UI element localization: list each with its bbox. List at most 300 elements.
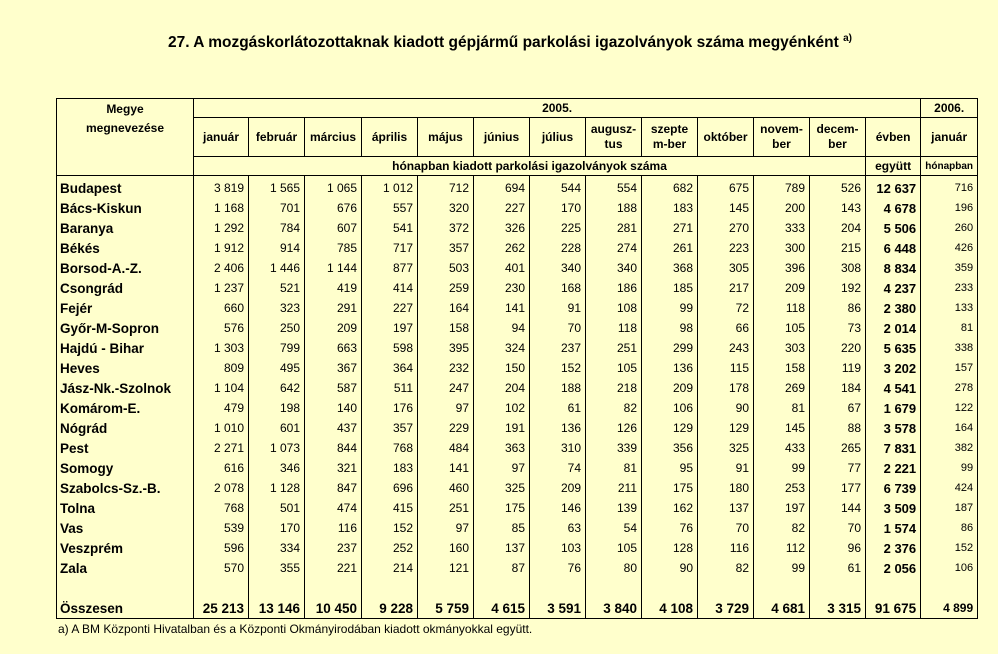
month-value: 197 (362, 318, 418, 338)
month-value: 253 (754, 478, 810, 498)
month-value: 106 (642, 398, 698, 418)
month-value: 145 (698, 198, 754, 218)
month-value: 694 (474, 176, 530, 199)
month-value: 90 (642, 558, 698, 578)
month-value: 144 (810, 498, 866, 518)
month-value: 119 (810, 358, 866, 378)
month-value: 143 (810, 198, 866, 218)
month-value: 232 (418, 358, 474, 378)
month-value: 220 (810, 338, 866, 358)
month-value: 1 303 (194, 338, 249, 358)
month-value: 1 128 (249, 478, 305, 498)
month-value: 1 073 (249, 438, 305, 458)
month-value: 696 (362, 478, 418, 498)
month-value: 363 (474, 438, 530, 458)
county-name: Somogy (57, 458, 194, 478)
table-row (57, 538, 978, 558)
month-value: 204 (810, 218, 866, 238)
month-value: 183 (642, 198, 698, 218)
month-value: 682 (642, 176, 698, 199)
month-value: 80 (586, 558, 642, 578)
jan-2006-value: 338 (921, 338, 978, 358)
month-value: 25 213 (194, 598, 249, 619)
jan-2006-value: 359 (921, 258, 978, 278)
month-value: 251 (418, 498, 474, 518)
month-value: 340 (586, 258, 642, 278)
month-value: 94 (474, 318, 530, 338)
month-value: 129 (642, 418, 698, 438)
month-value: 554 (586, 176, 642, 199)
month-value: 3 729 (698, 598, 754, 619)
year-total: 6 448 (866, 238, 921, 258)
spacer-cell (249, 578, 305, 598)
month-value: 305 (698, 258, 754, 278)
month-value: 215 (810, 238, 866, 258)
month-value: 116 (698, 538, 754, 558)
month-value: 809 (194, 358, 249, 378)
table-row (57, 418, 978, 438)
month-value: 97 (418, 398, 474, 418)
month-value: 67 (810, 398, 866, 418)
month-value: 675 (698, 176, 754, 199)
month-value: 175 (474, 498, 530, 518)
month-value: 712 (418, 176, 474, 199)
table-row (57, 176, 978, 199)
month-value: 357 (418, 238, 474, 258)
year-total: 5 635 (866, 338, 921, 358)
month-value: 914 (249, 238, 305, 258)
month-value: 88 (810, 418, 866, 438)
month-value: 77 (810, 458, 866, 478)
month-value: 511 (362, 378, 418, 398)
jan-2006-value: 133 (921, 298, 978, 318)
jan-2006-value: 152 (921, 538, 978, 558)
county-name: Győr-M-Sopron (57, 318, 194, 338)
month-value: 303 (754, 338, 810, 358)
month-value: 299 (642, 338, 698, 358)
year-total: 12 637 (866, 176, 921, 199)
month-value: 484 (418, 438, 474, 458)
month-value: 1 065 (305, 176, 362, 199)
month-value: 340 (530, 258, 586, 278)
month-value: 323 (249, 298, 305, 318)
month-value: 136 (642, 358, 698, 378)
month-value: 598 (362, 338, 418, 358)
table-row (57, 498, 978, 518)
month-value: 414 (362, 278, 418, 298)
month-value: 259 (418, 278, 474, 298)
month-value: 243 (698, 338, 754, 358)
month-header-4: április (362, 118, 418, 157)
month-value: 495 (249, 358, 305, 378)
month-value: 118 (586, 318, 642, 338)
month-value: 607 (305, 218, 362, 238)
table-row (57, 438, 978, 458)
month-value: 137 (698, 498, 754, 518)
spacer-cell (362, 578, 418, 598)
honapban-header: hónapban (921, 157, 978, 176)
month-value: 474 (305, 498, 362, 518)
month-value: 214 (362, 558, 418, 578)
county-name: Zala (57, 558, 194, 578)
year-total: 91 675 (866, 598, 921, 619)
month-value: 364 (362, 358, 418, 378)
totals-row (57, 598, 978, 619)
month-value: 4 615 (474, 598, 530, 619)
county-header (57, 99, 194, 176)
month-header-11: novem-ber (754, 118, 810, 157)
month-value: 96 (810, 538, 866, 558)
table-row (57, 218, 978, 238)
month-value: 2 406 (194, 258, 249, 278)
month-value: 185 (642, 278, 698, 298)
month-value: 81 (586, 458, 642, 478)
month-value: 221 (305, 558, 362, 578)
month-value: 73 (810, 318, 866, 338)
month-value: 415 (362, 498, 418, 518)
month-value: 433 (754, 438, 810, 458)
month-value: 90 (698, 398, 754, 418)
year-total: 5 506 (866, 218, 921, 238)
table-row (57, 338, 978, 358)
subheader: hónapban kiadott parkolási igazolványok száma (194, 157, 866, 176)
month-value: 105 (754, 318, 810, 338)
spacer-cell (921, 578, 978, 598)
month-value: 81 (754, 398, 810, 418)
month-value: 141 (474, 298, 530, 318)
month-value: 368 (642, 258, 698, 278)
month-value: 877 (362, 258, 418, 278)
month-value: 99 (754, 458, 810, 478)
month-value: 98 (642, 318, 698, 338)
month-value: 701 (249, 198, 305, 218)
month-value: 204 (474, 378, 530, 398)
month-value: 227 (362, 298, 418, 318)
month-value: 105 (586, 358, 642, 378)
jan-2006-value: 187 (921, 498, 978, 518)
month-value: 87 (474, 558, 530, 578)
year-2005-header: 2005. (194, 99, 921, 118)
month-value: 160 (418, 538, 474, 558)
month-value: 118 (754, 298, 810, 318)
month-value: 99 (754, 558, 810, 578)
month-value: 1 010 (194, 418, 249, 438)
month-value: 178 (698, 378, 754, 398)
month-value: 188 (530, 378, 586, 398)
month-value: 785 (305, 238, 362, 258)
month-value: 2 271 (194, 438, 249, 458)
title-text: 27. A mozgáskorlátozottaknak kiadott gépjármű parkolási igazolványok száma megyénként (168, 34, 839, 52)
year-total: 2 376 (866, 538, 921, 558)
month-value: 676 (305, 198, 362, 218)
county-header-line1: Megye (106, 102, 144, 116)
month-value: 217 (698, 278, 754, 298)
month-header-1: január (194, 118, 249, 157)
county-name: Hajdú - Bihar (57, 338, 194, 358)
month-value: 261 (642, 238, 698, 258)
table-row (57, 518, 978, 538)
month-value: 587 (305, 378, 362, 398)
month-value: 2 078 (194, 478, 249, 498)
month-value: 251 (586, 338, 642, 358)
month-value: 188 (586, 198, 642, 218)
month-value: 372 (418, 218, 474, 238)
month-value: 308 (810, 258, 866, 278)
month-value: 281 (586, 218, 642, 238)
month-value: 175 (642, 478, 698, 498)
county-name: Baranya (57, 218, 194, 238)
month-header-10: október (698, 118, 754, 157)
month-value: 85 (474, 518, 530, 538)
month-header-5: május (418, 118, 474, 157)
month-value: 503 (418, 258, 474, 278)
month-value: 128 (642, 538, 698, 558)
year-total: 2 056 (866, 558, 921, 578)
month-value: 146 (530, 498, 586, 518)
year-total: 4 678 (866, 198, 921, 218)
month-value: 660 (194, 298, 249, 318)
month-value: 1 012 (362, 176, 418, 199)
month-value: 300 (754, 238, 810, 258)
month-value: 74 (530, 458, 586, 478)
egyutt-header: együtt (866, 157, 921, 176)
month-value: 324 (474, 338, 530, 358)
month-value: 270 (698, 218, 754, 238)
table-row (57, 378, 978, 398)
spacer-cell (474, 578, 530, 598)
month-value: 162 (642, 498, 698, 518)
month-value: 5 759 (418, 598, 474, 619)
month-value: 76 (642, 518, 698, 538)
county-name: Szabolcs-Sz.-B. (57, 478, 194, 498)
month-value: 3 315 (810, 598, 866, 619)
month-value: 1 292 (194, 218, 249, 238)
jan-2006-value: 260 (921, 218, 978, 238)
month-value: 1 446 (249, 258, 305, 278)
month-value: 437 (305, 418, 362, 438)
month-value: 70 (698, 518, 754, 538)
evben-header: évben (866, 118, 921, 157)
month-value: 82 (754, 518, 810, 538)
month-value: 357 (362, 418, 418, 438)
month-value: 325 (474, 478, 530, 498)
county-name: Békés (57, 238, 194, 258)
month-value: 356 (642, 438, 698, 458)
year-total: 3 202 (866, 358, 921, 378)
month-value: 218 (586, 378, 642, 398)
month-value: 247 (418, 378, 474, 398)
month-value: 325 (698, 438, 754, 458)
month-value: 227 (474, 198, 530, 218)
jan-2006-value: 196 (921, 198, 978, 218)
jan-2006-value: 278 (921, 378, 978, 398)
jan-2006-value: 716 (921, 176, 978, 199)
month-header-9: szepte m-ber (642, 118, 698, 157)
month-value: 211 (586, 478, 642, 498)
month-value: 596 (194, 538, 249, 558)
month-value: 4 108 (642, 598, 698, 619)
year-total: 2 014 (866, 318, 921, 338)
table-row (57, 298, 978, 318)
month-value: 541 (362, 218, 418, 238)
month-value: 784 (249, 218, 305, 238)
month-value: 1 168 (194, 198, 249, 218)
county-name: Vas (57, 518, 194, 538)
month-value: 158 (418, 318, 474, 338)
month-value: 76 (530, 558, 586, 578)
month-value: 102 (474, 398, 530, 418)
month-value: 230 (474, 278, 530, 298)
spacer-cell (866, 578, 921, 598)
month-header-12: decem-ber (810, 118, 866, 157)
month-value: 539 (194, 518, 249, 538)
month-value: 180 (698, 478, 754, 498)
year-total: 3 578 (866, 418, 921, 438)
month-value: 320 (418, 198, 474, 218)
month-value: 291 (305, 298, 362, 318)
month-value: 663 (305, 338, 362, 358)
jan-2006-value: 81 (921, 318, 978, 338)
month-value: 269 (754, 378, 810, 398)
month-value: 229 (418, 418, 474, 438)
county-name: Komárom-E. (57, 398, 194, 418)
month-value: 3 819 (194, 176, 249, 199)
month-value: 13 146 (249, 598, 305, 619)
month-value: 10 450 (305, 598, 362, 619)
county-name: Heves (57, 358, 194, 378)
month-value: 105 (586, 538, 642, 558)
month-value: 91 (530, 298, 586, 318)
spacer-cell (586, 578, 642, 598)
month-value: 66 (698, 318, 754, 338)
month-value: 570 (194, 558, 249, 578)
jan-2006-header: január (921, 118, 978, 157)
month-value: 271 (642, 218, 698, 238)
county-name: Nógrád (57, 418, 194, 438)
month-value: 642 (249, 378, 305, 398)
county-name: Budapest (57, 176, 194, 199)
jan-2006-value: 106 (921, 558, 978, 578)
month-value: 396 (754, 258, 810, 278)
month-value: 228 (530, 238, 586, 258)
month-value: 274 (586, 238, 642, 258)
month-value: 4 681 (754, 598, 810, 619)
month-value: 115 (698, 358, 754, 378)
year-total: 4 237 (866, 278, 921, 298)
month-value: 164 (418, 298, 474, 318)
month-value: 97 (474, 458, 530, 478)
month-value: 265 (810, 438, 866, 458)
month-value: 419 (305, 278, 362, 298)
table-row (57, 198, 978, 218)
month-value: 198 (249, 398, 305, 418)
spacer-row (57, 578, 978, 598)
month-value: 152 (362, 518, 418, 538)
month-value: 191 (474, 418, 530, 438)
month-value: 121 (418, 558, 474, 578)
month-value: 3 591 (530, 598, 586, 619)
year-total: 7 831 (866, 438, 921, 458)
table-row (57, 278, 978, 298)
month-value: 209 (530, 478, 586, 498)
county-name: Jász-Nk.-Szolnok (57, 378, 194, 398)
spacer-cell (810, 578, 866, 598)
jan-2006-value: 4 899 (921, 598, 978, 619)
month-value: 129 (698, 418, 754, 438)
jan-2006-value: 426 (921, 238, 978, 258)
month-header-6: június (474, 118, 530, 157)
county-name: Csongrád (57, 278, 194, 298)
month-value: 183 (362, 458, 418, 478)
month-value: 333 (754, 218, 810, 238)
jan-2006-value: 382 (921, 438, 978, 458)
month-value: 86 (810, 298, 866, 318)
table-row (57, 358, 978, 378)
month-value: 141 (418, 458, 474, 478)
county-name: Fejér (57, 298, 194, 318)
month-value: 200 (754, 198, 810, 218)
month-value: 103 (530, 538, 586, 558)
month-value: 186 (586, 278, 642, 298)
spacer-cell (57, 578, 194, 598)
month-value: 501 (249, 498, 305, 518)
spacer-cell (305, 578, 362, 598)
month-value: 225 (530, 218, 586, 238)
month-value: 799 (249, 338, 305, 358)
month-value: 521 (249, 278, 305, 298)
month-value: 170 (530, 198, 586, 218)
footnote: a) A BM Központi Hivatalban és a Központi Okmányirodában kiadott okmányokkal együtt. (58, 622, 533, 636)
month-value: 252 (362, 538, 418, 558)
month-value: 3 840 (586, 598, 642, 619)
month-value: 237 (530, 338, 586, 358)
month-value: 346 (249, 458, 305, 478)
month-value: 544 (530, 176, 586, 199)
table-row (57, 398, 978, 418)
county-name: Összesen (57, 598, 194, 619)
table-row (57, 458, 978, 478)
year-total: 4 541 (866, 378, 921, 398)
month-value: 557 (362, 198, 418, 218)
month-value: 209 (754, 278, 810, 298)
month-value: 192 (810, 278, 866, 298)
month-value: 184 (810, 378, 866, 398)
month-value: 768 (362, 438, 418, 458)
month-value: 97 (418, 518, 474, 538)
spacer-cell (698, 578, 754, 598)
county-name: Veszprém (57, 538, 194, 558)
month-value: 223 (698, 238, 754, 258)
year-total: 6 739 (866, 478, 921, 498)
month-value: 209 (642, 378, 698, 398)
month-header-8: augusz-tus (586, 118, 642, 157)
month-value: 150 (474, 358, 530, 378)
title-footnote-mark: a) (843, 33, 852, 44)
table-row (57, 238, 978, 258)
county-name: Tolna (57, 498, 194, 518)
data-table (56, 98, 978, 619)
month-value: 479 (194, 398, 249, 418)
month-value: 176 (362, 398, 418, 418)
month-value: 152 (530, 358, 586, 378)
month-value: 54 (586, 518, 642, 538)
spacer-cell (418, 578, 474, 598)
month-value: 70 (530, 318, 586, 338)
spacer-cell (530, 578, 586, 598)
year-2006-header: 2006. (921, 99, 978, 118)
spacer-cell (754, 578, 810, 598)
month-header-7: július (530, 118, 586, 157)
